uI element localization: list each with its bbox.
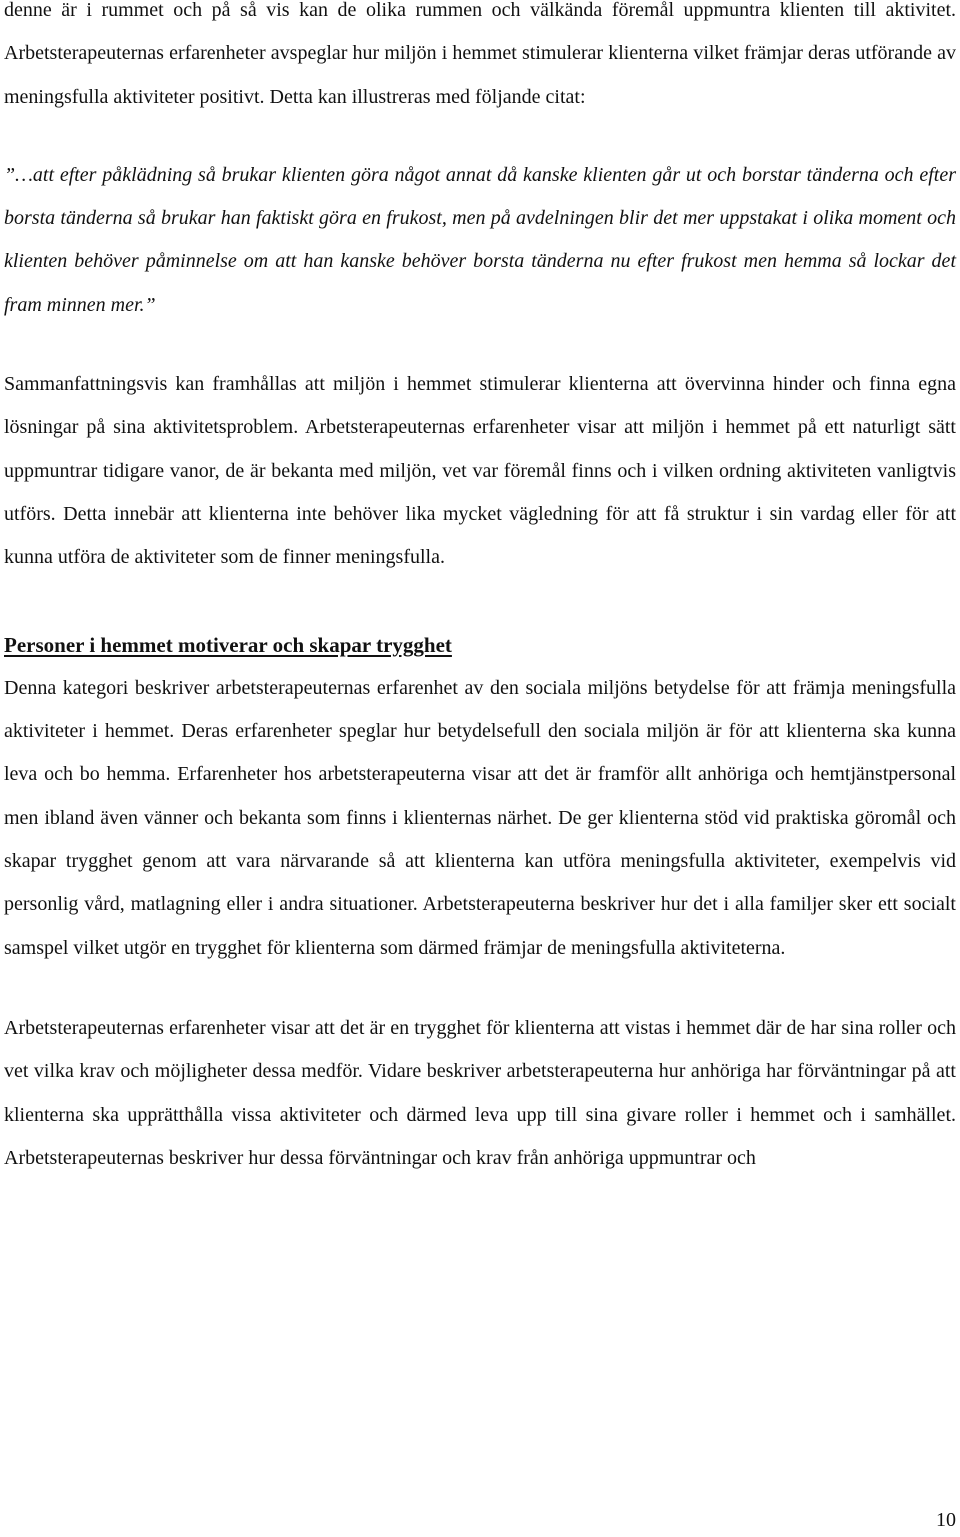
section-paragraph-2: Arbetsterapeuternas erfarenheter visar att det är en trygghet för klienterna att vistas i hemmet där de har sina roller och vet vilka krav och möjligheter dessa medför. Vidare beskriver arbetsterapeuterna hur anhöriga har förväntningar på att klienterna ska upprätthålla vissa aktiviteter och därmed leva upp till sina givare roller i hemmet och i samhället. Arbetsterapeuternas beskriver hur dessa förväntningar och krav från anhöriga uppmuntrar och bbox=[4, 1016, 956, 1169]
intro-paragraph: denne är i rummet och på så vis kan de olika rummen och välkända föremål uppmuntra klienten till aktivitet. Arbetsterapeuternas erfarenheter avspeglar hur miljön i hemmet stimulerar klienterna vilket främjar deras utförande av meningsfulla aktiviteter positivt. Detta kan illustreras med följande citat: bbox=[4, 0, 956, 108]
interview-quote: ”…att efter påklädning så brukar klienten göra något annat då kanske klienten går ut och borstar tänderna och efter borsta tänderna så brukar han faktiskt göra en frukost, men på avdelningen blir det mer uppstakat i olika moment och klienten behöver påminnelse om att han kanske behöver borsta tänderna nu efter frukost men hemma så lockar det fram minnen mer.” bbox=[4, 163, 956, 316]
section-paragraph-1: Denna kategori beskriver arbetsterapeuternas erfarenhet av den sociala miljöns betydelse för att främja meningsfulla aktiviteter i hemmet. Deras erfarenheter speglar hur betydelsefull den sociala miljön är för att klienterna ska kunna leva och bo hemma. Erfarenheter hos arbetsterapeuterna visar att det är framför allt anhöriga och hemtjänstpersonal men ibland även vänner och bekanta som finns i klienternas närhet. De ger klienterna stöd vid praktiska göromål och skapar trygghet genom att vara närvarande så att klienterna kan utföra meningsfulla aktiviteter, exempelvis vid personlig vård, matlagning eller i andra situationer. Arbetsterapeuterna beskriver hur det i alla familjer sker ett socialt samspel vilket utgör en trygghet för klienterna som därmed främjar de meningsfulla aktiviteterna. bbox=[4, 676, 956, 959]
section-heading: Personer i hemmet motiverar och skapar trygghet bbox=[4, 632, 452, 657]
summary-paragraph: Sammanfattningsvis kan framhållas att miljön i hemmet stimulerar klienterna att övervinna hinder och finna egna lösningar på sina aktivitetsproblem. Arbetsterapeuternas erfarenheter visar att miljön i hemmet på ett naturligt sätt uppmuntrar tidigare vanor, de är bekanta med miljön, vet var föremål finns och i vilken ordning aktiviteten vanligtvis utförs. Detta innebär att klienterna inte behöver lika mycket vägledning för att få struktur i sin vardag eller för att kunna utföra de aktiviteter som de finner meningsfulla. bbox=[4, 373, 956, 569]
page-number: 10 bbox=[936, 1509, 956, 1531]
document-page bbox=[4, 0, 956, 1180]
